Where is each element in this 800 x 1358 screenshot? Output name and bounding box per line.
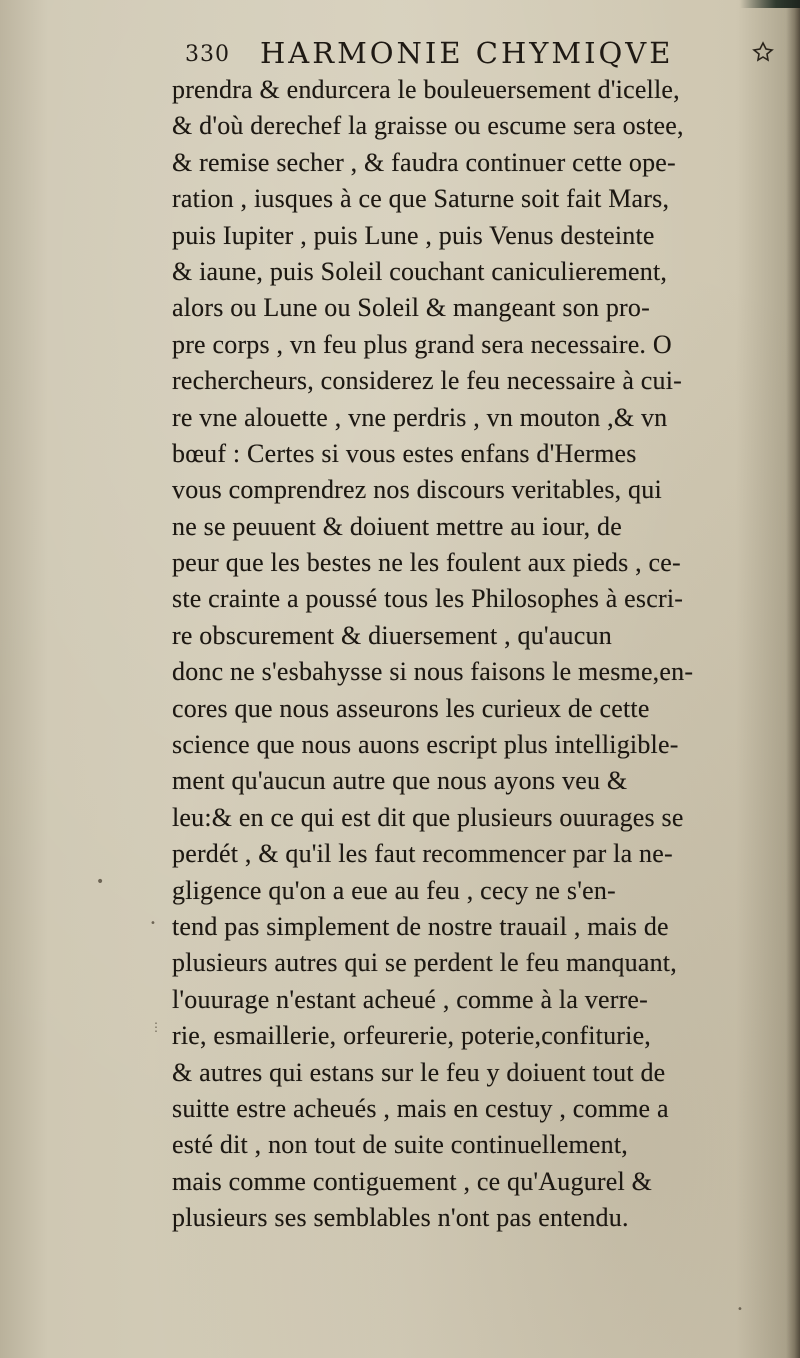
text-line: esté dit , non tout de suite continuellement, <box>172 1130 628 1160</box>
text-line: vous comprendrez nos discours veritables, qui <box>172 475 662 505</box>
text-line: rie, esmaillerie, orfeurerie, poterie,confiturie, <box>172 1021 652 1051</box>
text-line: ne se peuuent & doiuent mettre au iour, de <box>172 511 622 541</box>
ornament-icon <box>751 40 775 64</box>
text-line: perdét , & qu'il les faut recommencer par la ne- <box>172 839 673 869</box>
page-number: 330 <box>185 42 230 67</box>
text-line: & autres qui estans sur le feu y doiuent tout de <box>172 1057 666 1087</box>
text-line: l'ouurage n'estant acheué , comme à la verre- <box>172 984 649 1014</box>
text-line: prendra & endurcera le bouleuersement d'icelle, <box>172 75 680 104</box>
text-line: suitte estre acheués , mais en cestuy , comme a <box>172 1093 669 1123</box>
text-line: tend pas simplement de nostre trauail , mais de <box>172 911 669 941</box>
text-line: plusieurs autres qui se perdent le feu manquant, <box>172 948 677 978</box>
running-title: HARMONIE CHYMIQVE <box>260 36 674 70</box>
text-line: re obscurement & diuersement , qu'aucun <box>172 620 612 650</box>
text-line: ste crainte a poussé tous les Philosophes à escri- <box>172 584 684 614</box>
text-line: peur que les bestes ne les foulent aux pieds , ce- <box>172 548 681 578</box>
text-line: & iaune, puis Soleil couchant caniculierement, <box>172 256 668 286</box>
text-line: mais comme contiguement , ce qu'Augurel & <box>172 1166 653 1196</box>
text-line: re vne alouette , vne perdris , vn mouton ,& vn <box>172 402 668 432</box>
text-line: gligence qu'on a eue au feu , cecy ne s'en- <box>172 875 616 905</box>
text-line: cores que nous asseurons les curieux de cette <box>172 693 650 723</box>
body-text <box>172 72 794 1237</box>
text-line: & remise secher , & faudra continuer cette ope- <box>172 147 676 177</box>
text-line: science que nous auons escript plus intelligible- <box>172 730 679 760</box>
ink-speck-icon: • <box>150 918 156 929</box>
text-line: plusieurs ses semblables n'ont pas entendu. <box>172 1203 629 1233</box>
text-line: puis Iupiter , puis Lune , puis Venus desteinte <box>172 220 655 250</box>
text-line: leu:& en ce qui est dit que plusieurs ouurages se <box>172 802 684 832</box>
text-line: ration , iusques à ce que Saturne soit fait Mars, <box>172 184 670 214</box>
text-line: pre corps , vn feu plus grand sera necessaire. O <box>172 329 672 359</box>
text-line: rechercheurs, considerez le feu necessaire à cui- <box>172 366 682 396</box>
text-line: ment qu'aucun autre que nous ayons veu & <box>172 766 628 796</box>
text-line: bœuf : Certes si vous estes enfans d'Hermes <box>172 438 637 468</box>
text-line: alors ou Lune ou Soleil & mangeant son pro- <box>172 293 650 323</box>
text-line: donc ne s'esbahysse si nous faisons le mesme,en- <box>172 657 694 687</box>
ink-speck-icon: • <box>96 874 105 890</box>
ink-speck-icon: • <box>737 1304 743 1315</box>
ink-speck-icon: ⋮ <box>150 1020 162 1034</box>
page-corner-shadow <box>740 0 800 8</box>
text-line: & d'où derechef la graisse ou escume sera ostee, <box>172 111 684 141</box>
